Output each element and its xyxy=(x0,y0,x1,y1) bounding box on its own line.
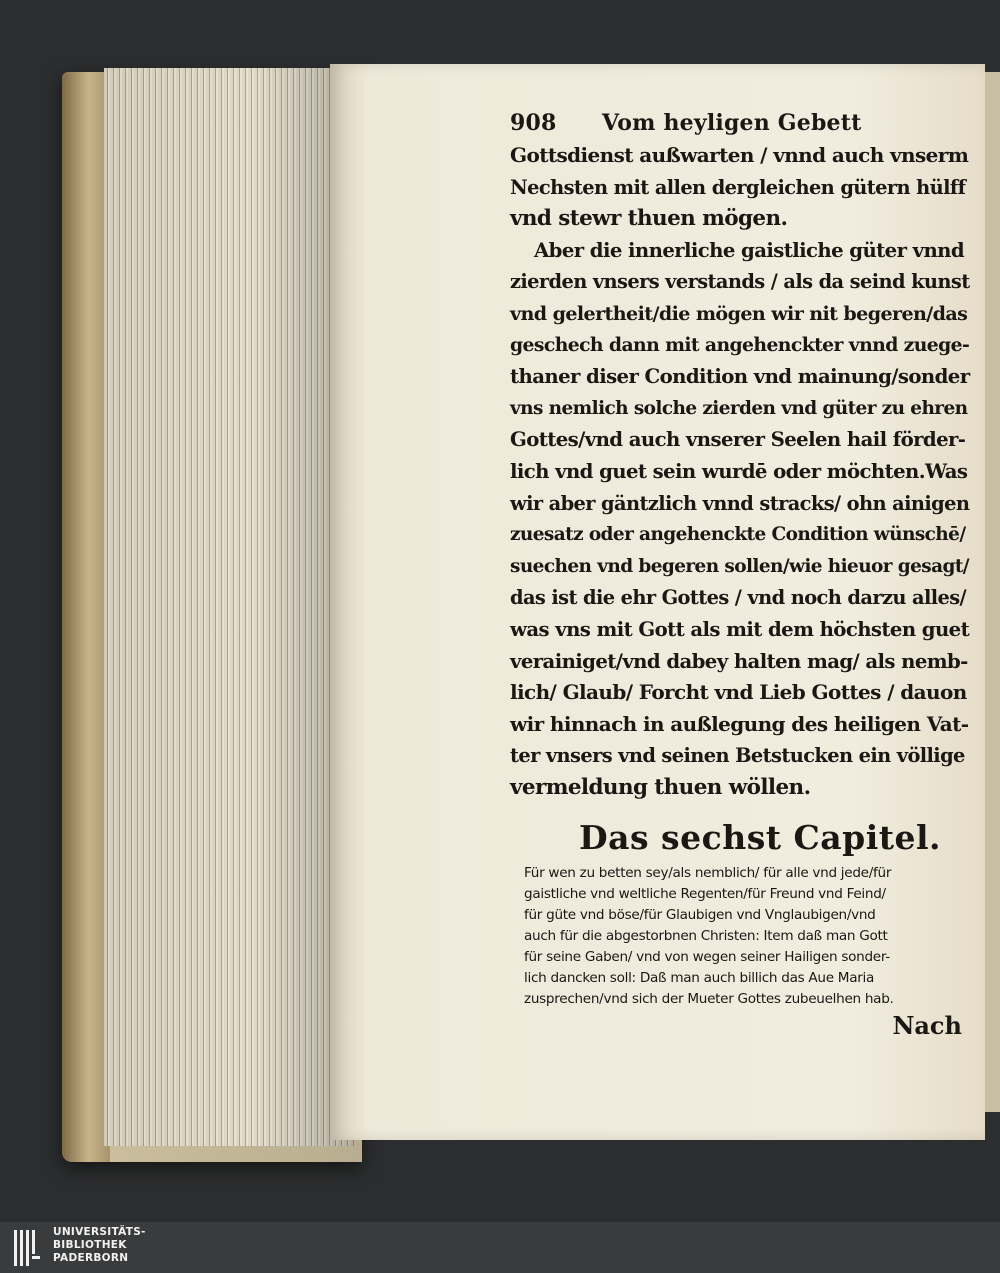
page-edges xyxy=(104,68,354,1146)
text-line: ter vnsers vnd seinen Betstucken ein völlige xyxy=(510,744,965,768)
running-title: Vom heyligen Gebett xyxy=(602,110,862,136)
text-line: Gottsdienst außwarten / vnnd auch vnserm xyxy=(510,143,969,167)
summary-line: gaistliche vnd weltliche Regenten/für Freund vnd Feind/ xyxy=(524,886,886,903)
text-line: wir aber gäntzlich vnnd stracks/ ohn ainigen xyxy=(510,491,970,515)
text-line: vnd gelertheit/die mögen wir nit begeren/das xyxy=(510,301,968,325)
running-head xyxy=(510,110,970,136)
text-line: vnd stewr thuen mögen. xyxy=(510,206,788,232)
footer-bar xyxy=(0,1222,1000,1273)
page-text xyxy=(510,110,970,1042)
text-line: lich/ Glaub/ Forcht vnd Lieb Gottes / dauon xyxy=(510,680,967,705)
summary-line: zusprechen/vnd sich der Mueter Gottes zubeuelhen hab. xyxy=(524,990,894,1007)
library-name xyxy=(53,1226,146,1265)
library-name-line: UNIVERSITÄTS- xyxy=(53,1226,146,1238)
text-line: Gottes/vnd auch vnserer Seelen hail förder- xyxy=(510,428,966,452)
summary-line: für seine Gaben/ vnd von wegen seiner Hailigen sonder- xyxy=(524,949,890,966)
next-page-edge xyxy=(985,72,1000,1112)
text-line: geschech dann mit angehenckter vnnd zuege- xyxy=(510,333,970,356)
catchword: Nach xyxy=(892,1010,962,1040)
library-logo-icon xyxy=(12,1226,42,1268)
text-line: Aber die innerliche gaistliche güter vnnd xyxy=(534,238,965,262)
text-line: verainiget/vnd dabey halten mag/ als nemb- xyxy=(510,649,968,673)
text-line: vns nemlich solche zierden vnd güter zu ehren xyxy=(510,397,968,419)
text-line: zierden vnsers verstands / als da seind kunst xyxy=(510,270,970,294)
text-line: das ist die ehr Gottes / vnd noch darzu alles/ xyxy=(510,586,967,610)
vellum-cover xyxy=(62,72,110,1162)
summary-line: auch für die abgestorbnen Christen: Item daß man Gott xyxy=(524,928,888,945)
summary-line: lich dancken soll: Daß man auch billich das Aue Maria xyxy=(524,969,875,986)
page-number: 908 xyxy=(510,110,557,136)
text-line: lich vnd guet sein wurdē oder möchten.Was xyxy=(510,459,968,483)
body-text xyxy=(510,140,970,803)
text-line: Nechsten mit allen dergleichen gütern hülff xyxy=(510,175,966,199)
library-name-line: PADERBORN xyxy=(53,1252,129,1264)
text-line: wir hinnach in außlegung des heiligen Vat- xyxy=(510,711,969,736)
summary-line: Für wen zu betten sey/als nemblich/ für alle vnd jede/für xyxy=(524,865,892,882)
text-line: zuesatz oder angehenckte Condition wünschē/ xyxy=(510,524,966,546)
summary-line: für güte vnd böse/für Glaubigen vnd Vnglaubigen/vnd xyxy=(524,907,876,924)
text-line: vermeldung thuen wöllen. xyxy=(510,774,811,800)
library-name-line: BIBLIOTHEK xyxy=(53,1239,127,1251)
text-line: was vns mit Gott als mit dem höchsten guet xyxy=(510,617,970,641)
text-line: thaner diser Condition vnd mainung/sonder xyxy=(510,365,970,389)
chapter-heading: Das sechst Capitel. xyxy=(578,818,942,858)
text-line: suechen vnd begeren sollen/wie hieuor gesagt/ xyxy=(510,555,969,577)
chapter-summary xyxy=(510,863,970,1009)
